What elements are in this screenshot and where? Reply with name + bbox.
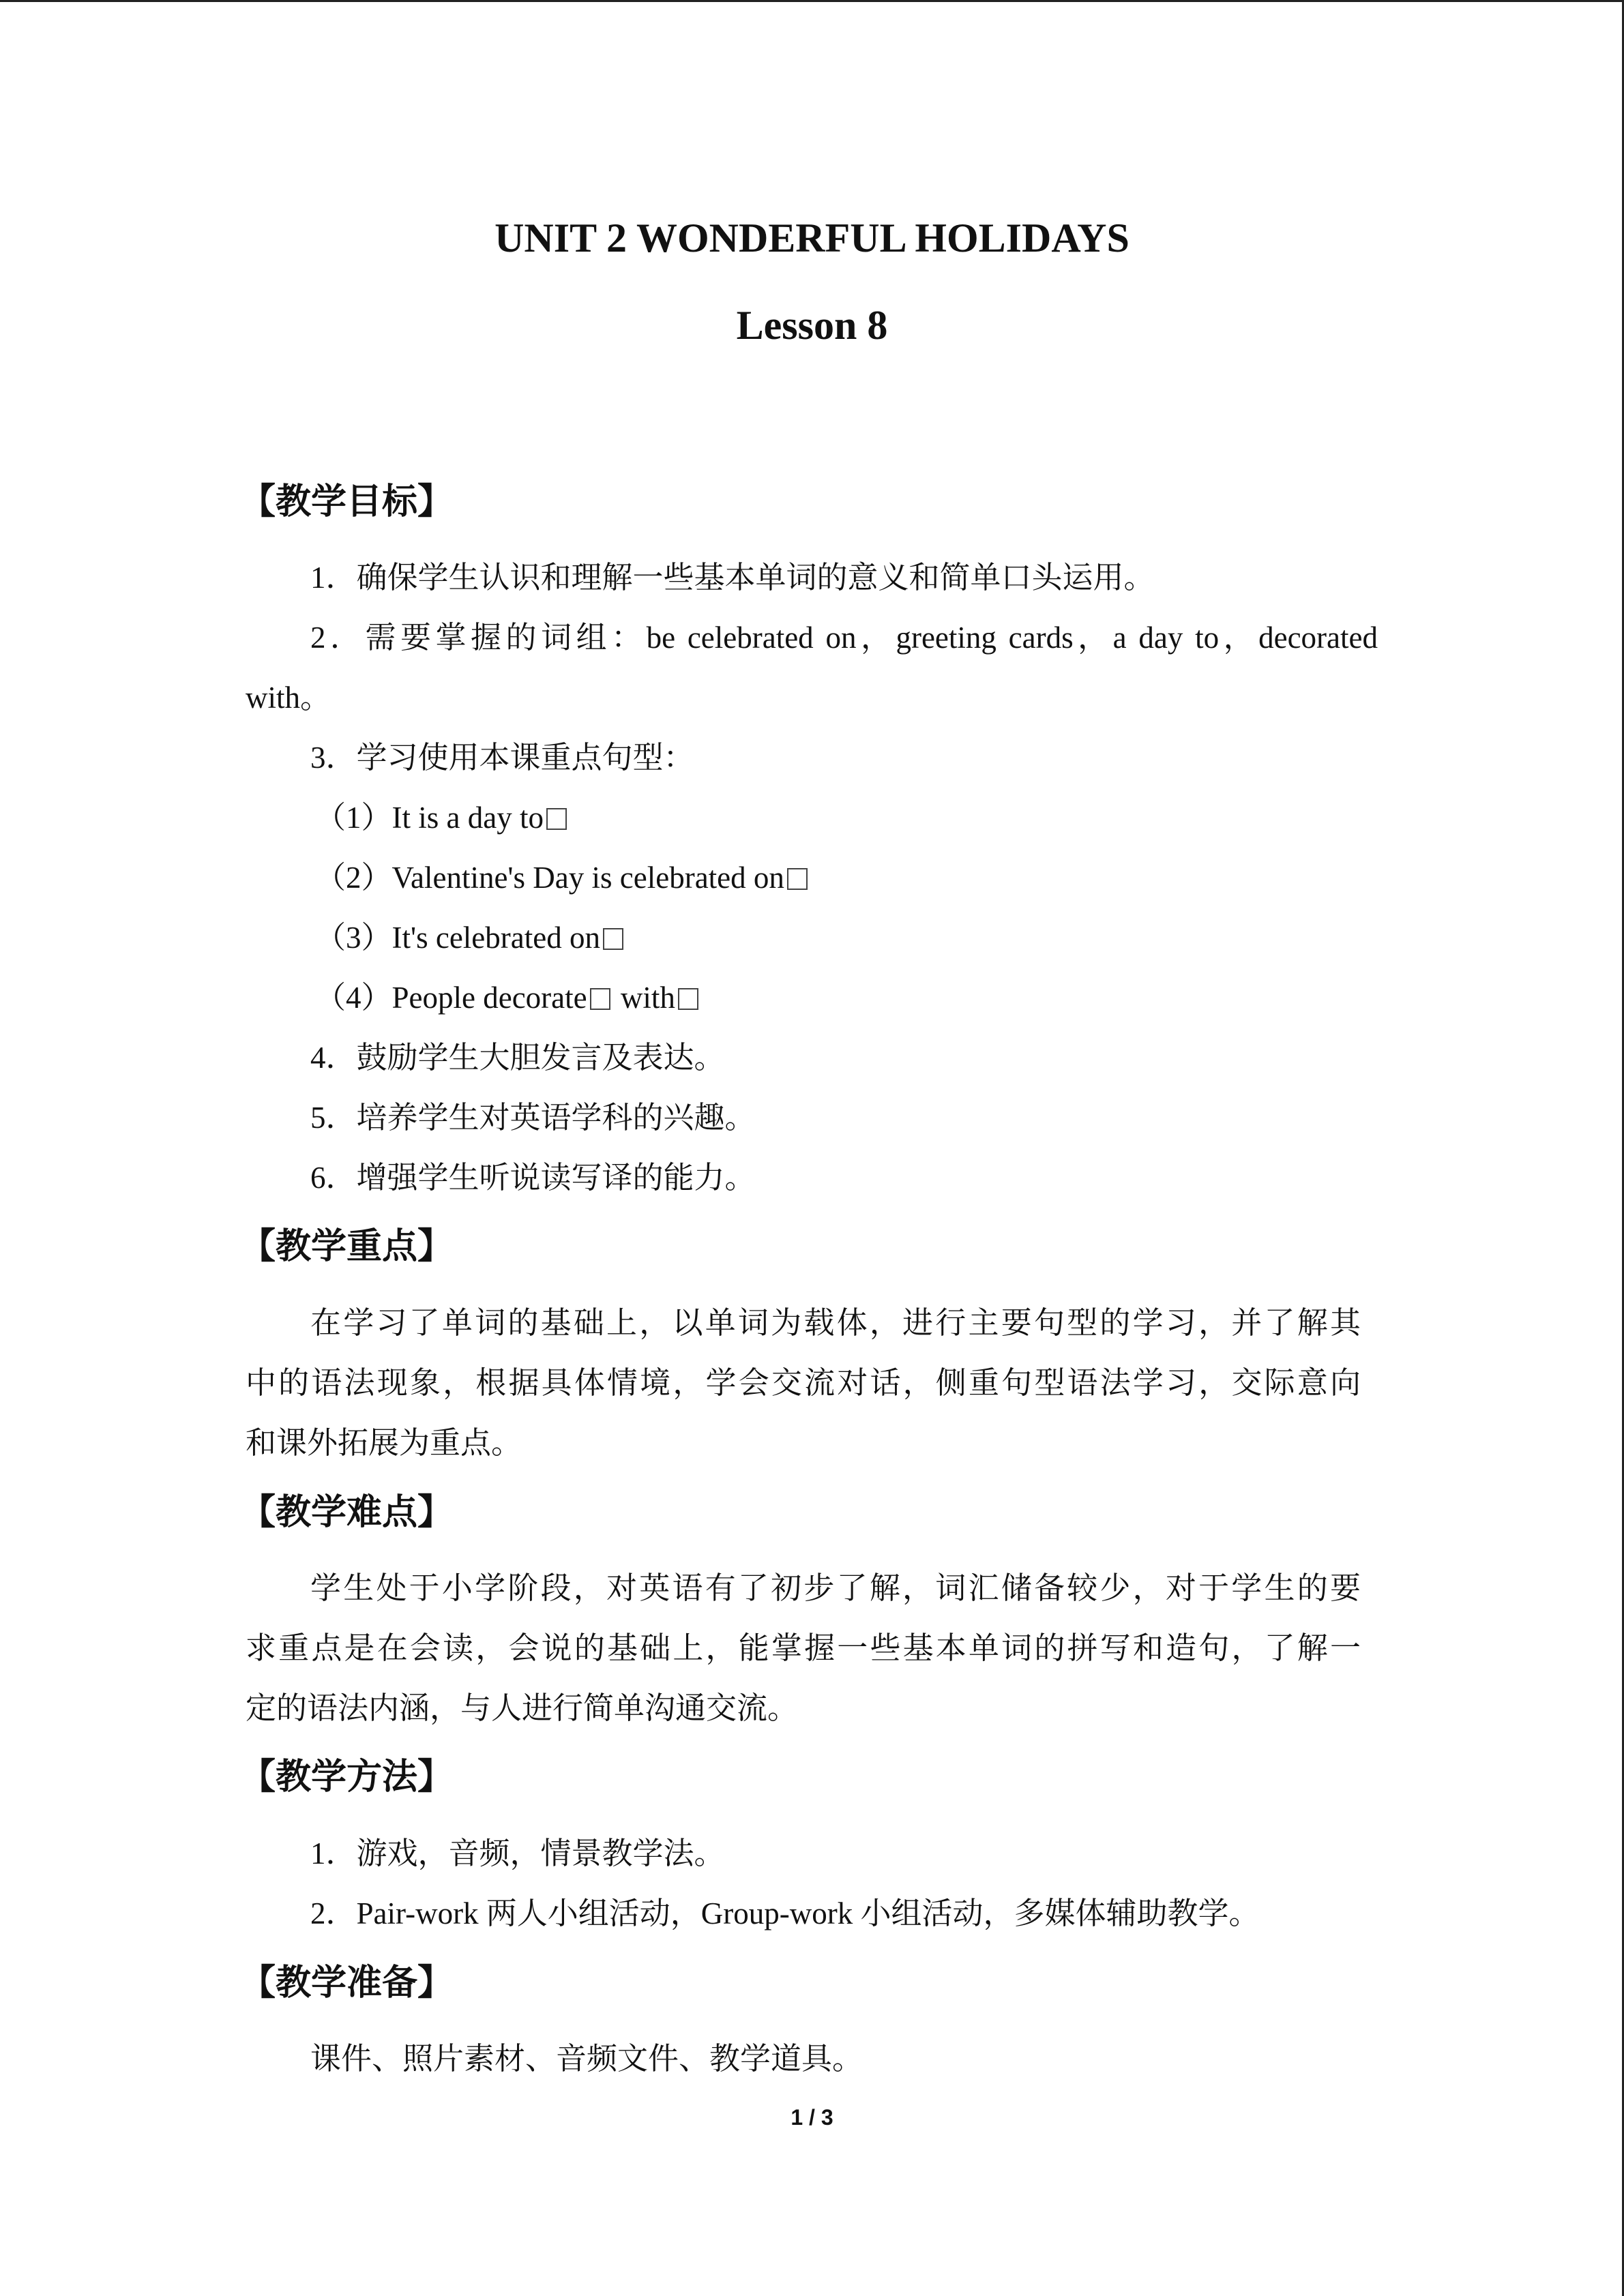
- paragraph-line: 学生处于小学阶段，对英语有了初步了解，词汇储备较少，对于学生的要: [310, 1571, 1361, 1605]
- sentence-pattern: [315, 968, 701, 1028]
- blank-box-icon: [590, 988, 610, 1010]
- sentence-pattern-text: （4）People decorate: [315, 981, 587, 1015]
- preparation-text: 课件、照片素材、音频文件、教学道具。: [310, 2042, 863, 2076]
- objective-item: 2．需要掌握的词组：be celebrated on，greeting cards，a day to，decorated: [310, 621, 1378, 655]
- method-item: 1．游戏，音频，情景教学法。: [310, 1836, 725, 1870]
- sentence-pattern: [315, 788, 570, 848]
- objective-item-continuation: with。: [246, 681, 331, 715]
- paragraph-line: 中的语法现象，根据具体情境，学会交流对话，侧重句型语法学习，交际意向: [246, 1366, 1361, 1400]
- sentence-pattern-text: （3）It's celebrated on: [315, 921, 600, 955]
- lesson-subtitle: Lesson 8: [736, 303, 888, 348]
- method-item: 2．Pair-work 两人小组活动，Group-work 小组活动，多媒体辅助教学。: [310, 1896, 1260, 1930]
- paragraph-line: 和课外拓展为重点。: [246, 1426, 522, 1460]
- paragraph-line: 在学习了单词的基础上，以单词为载体，进行主要句型的学习，并了解其: [310, 1306, 1361, 1340]
- paragraph-line: 定的语法内涵，与人进行简单沟通交流。: [246, 1691, 799, 1725]
- objective-item: 5．培养学生对英语学科的兴趣。: [310, 1101, 756, 1135]
- blank-box-icon: [546, 808, 567, 830]
- blank-box-icon: [678, 988, 698, 1010]
- objective-item: 1．确保学生认识和理解一些基本单词的意义和简单口头运用。: [310, 561, 1155, 595]
- page-number: 1 / 3: [791, 2105, 833, 2130]
- section-heading-preparation: 【教学准备】: [240, 1964, 454, 2003]
- sentence-pattern: [315, 848, 810, 908]
- objective-item: 4．鼓励学生大胆发言及表达。: [310, 1041, 725, 1075]
- sentence-pattern-text: （2）Valentine's Day is celebrated on: [315, 861, 784, 895]
- document-title: UNIT 2 WONDERFUL HOLIDAYS: [494, 215, 1130, 260]
- blank-box-icon: [603, 928, 623, 950]
- section-heading-objectives: 【教学目标】: [240, 483, 454, 522]
- objective-item: 6．增强学生听说读写译的能力。: [310, 1161, 756, 1195]
- section-heading-key-points: 【教学重点】: [240, 1227, 454, 1266]
- paragraph-line: 求重点是在会读，会说的基础上，能掌握一些基本单词的拼写和造句，了解一: [246, 1631, 1361, 1665]
- sentence-pattern-text: with: [620, 981, 675, 1015]
- sentence-pattern-text: （1）It is a day to: [315, 801, 544, 835]
- section-heading-methods: 【教学方法】: [240, 1758, 454, 1797]
- sentence-pattern: [315, 908, 626, 968]
- section-heading-difficulties: 【教学难点】: [240, 1493, 454, 1532]
- objective-item: 3．学习使用本课重点句型：: [310, 741, 694, 775]
- blank-box-icon: [787, 868, 808, 890]
